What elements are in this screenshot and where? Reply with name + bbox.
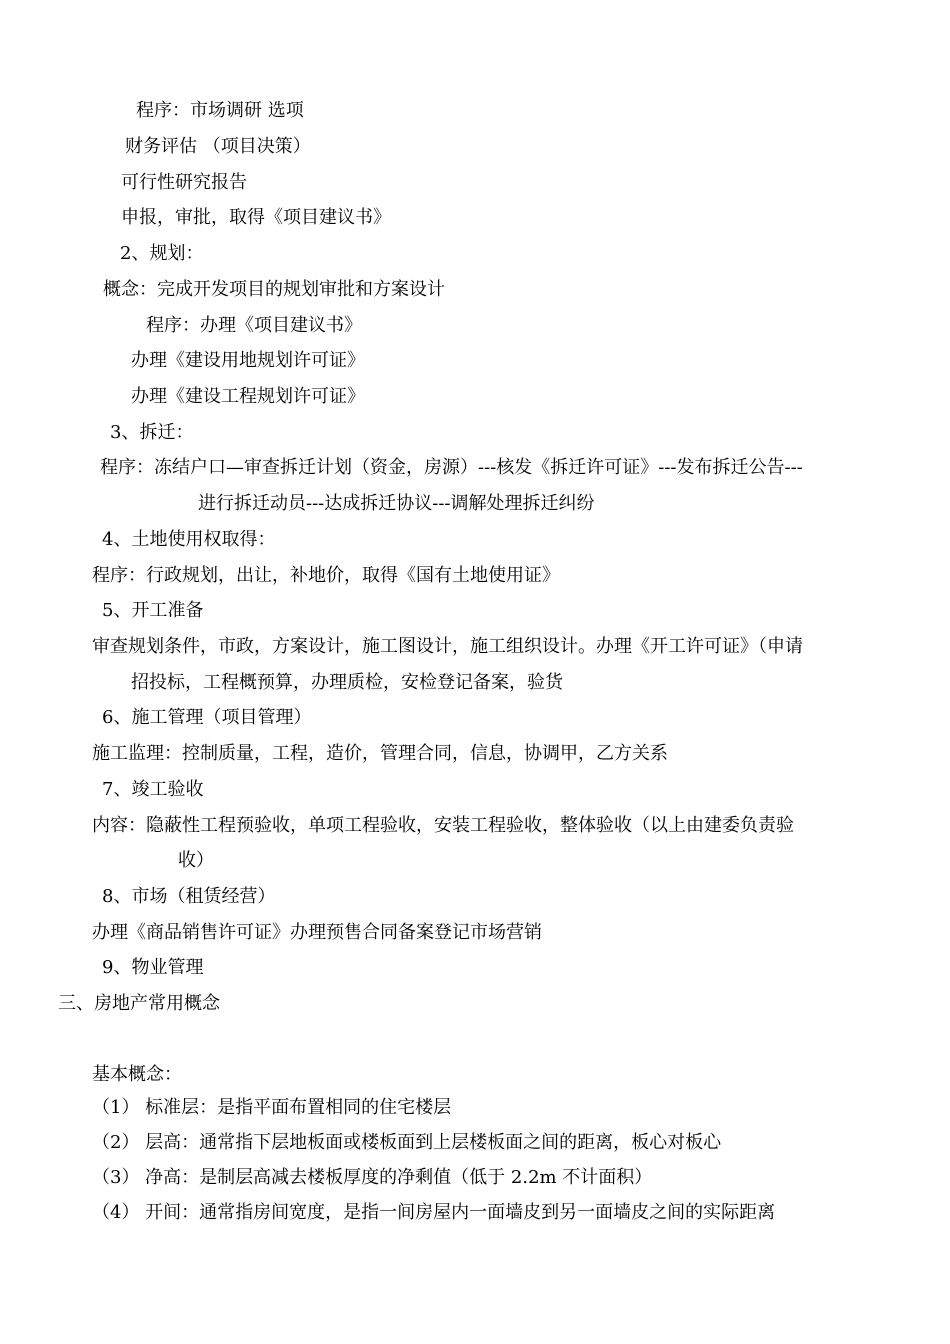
text-line-demolition-procedure: 程序：冻结户口—审查拆迁计划（资金，房源）---核发《拆迁许可证》---发布拆迁公告--- bbox=[100, 457, 803, 478]
text-line-financial-evaluation: 财务评估 （项目决策） bbox=[125, 136, 311, 157]
section-heading-construction-prep: 5、开工准备 bbox=[102, 600, 204, 621]
section-heading-demolition: 3、拆迁： bbox=[110, 422, 194, 443]
list-item-clear-height: （3） 净高：是制层高减去楼板厚度的净剩值（低于 2.2m 不计面积） bbox=[92, 1167, 653, 1188]
section-heading-market: 8、市场（租赁经营） bbox=[102, 886, 276, 907]
text-line-land-procedure: 程序：行政规划，出让，补地价，取得《国有土地使用证》 bbox=[92, 565, 560, 586]
text-line-demolition-procedure-cont: 进行拆迁动员---达成拆迁协议---调解处理拆迁纠纷 bbox=[198, 493, 595, 514]
text-line-market-research: 程序：市场调研 选项 bbox=[136, 100, 304, 121]
text-line-project-proposal: 申报，审批，取得《项目建议书》 bbox=[121, 207, 391, 228]
list-item-standard-floor: （1） 标准层：是指平面布置相同的住宅楼层 bbox=[92, 1097, 452, 1118]
text-line-feasibility-report: 可行性研究报告 bbox=[121, 172, 247, 193]
section-heading-acceptance: 7、竣工验收 bbox=[102, 779, 204, 800]
list-item-floor-height: （2） 层高：通常指下层地板面或楼板面到上层楼板面之间的距离，板心对板心 bbox=[92, 1132, 722, 1153]
section-heading-construction-mgmt: 6、施工管理（项目管理） bbox=[102, 707, 312, 728]
text-line-land-use-permit: 办理《建设用地规划许可证》 bbox=[131, 350, 365, 371]
text-line-construction-prep-cont: 招投标，工程概预算，办理质检，安检登记备案，验货 bbox=[131, 672, 563, 693]
text-line-acceptance-content-cont: 收） bbox=[178, 850, 214, 871]
text-line-planning-concept: 概念：完成开发项目的规划审批和方案设计 bbox=[103, 279, 445, 300]
section-heading-planning: 2、规划： bbox=[120, 243, 204, 264]
list-item-room-width: （4） 开间：通常指房间宽度，是指一间房屋内一面墙皮到另一面墙皮之间的实际距离 bbox=[92, 1202, 776, 1223]
section-heading-property-mgmt: 9、物业管理 bbox=[102, 957, 204, 978]
text-line-sales-permit: 办理《商品销售许可证》办理预售合同备案登记市场营销 bbox=[92, 922, 542, 943]
text-line-supervision: 施工监理：控制质量，工程，造价，管理合同，信息，协调甲，乙方关系 bbox=[92, 743, 668, 764]
chapter-heading-concepts: 三、房地产常用概念 bbox=[58, 993, 220, 1014]
text-line-construction-plan-permit: 办理《建设工程规划许可证》 bbox=[131, 386, 365, 407]
section-heading-land-use-rights: 4、土地使用权取得： bbox=[102, 529, 276, 550]
text-line-basic-concepts: 基本概念： bbox=[92, 1064, 182, 1085]
text-line-construction-prep: 审查规划条件，市政，方案设计，施工图设计，施工组织设计。办理《开工许可证》（申请 bbox=[92, 636, 803, 657]
text-line-planning-procedure: 程序：办理《项目建议书》 bbox=[146, 315, 362, 336]
text-line-acceptance-content: 内容：隐蔽性工程预验收，单项工程验收，安装工程验收，整体验收（以上由建委负责验 bbox=[92, 815, 794, 836]
